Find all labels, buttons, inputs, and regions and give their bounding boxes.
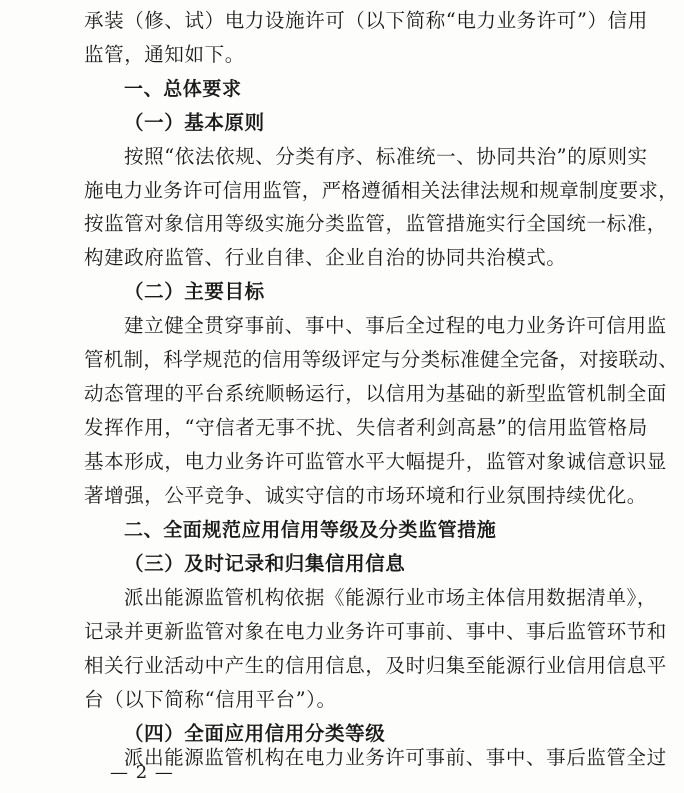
section-heading: 二、全面规范应用信用等级及分类监管措施 <box>124 519 497 541</box>
paragraph-line: 动态管理的平台系统顺畅运行，以信用为基础的新型监管机制全面 <box>84 382 667 405</box>
paragraph-line: 施电力业务许可信用监管，严格遵循相关法律法规和规章制度要求， <box>84 179 679 202</box>
paragraph-line: 台（以下简称“信用平台”）。 <box>84 688 337 711</box>
subsection-heading: （三）及时记录和归集信用信息 <box>124 552 406 575</box>
paragraph-line: 基本形成，电力业务许可监管水平大幅提升，监管对象诚信意识显 <box>84 450 667 473</box>
paragraph-line: 管机制，科学规范的信用等级评定与分类标准健全完备，对接联动、 <box>84 348 679 371</box>
paragraph-line: 相关行业活动中产生的信用信息，及时归集至能源行业信用信息平 <box>84 654 667 677</box>
section-heading: 一、总体要求 <box>124 78 242 100</box>
paragraph-line: 承装（修、试）电力设施许可（以下简称“电力业务许可”）信用 <box>84 9 648 32</box>
paragraph-line: 派出能源监管机构在电力业务许可事前、事中、事后监管全过 <box>124 746 667 769</box>
page-number: — 2 — <box>110 762 174 783</box>
paragraph-line: 派出能源监管机构依据《能源行业市场主体信用数据清单》， <box>124 586 657 609</box>
subsection-heading: （一）基本原则 <box>124 111 265 134</box>
paragraph-line: 按照“依法依规、分类有序、标准统一、协同共治”的原则实 <box>124 145 648 168</box>
paragraph-line: 按监管对象信用等级实施分类监管，监管措施实行全国统一标准， <box>84 212 667 235</box>
paragraph-line: 著增强，公平竞争、诚实守信的市场环境和行业氛围持续优化。 <box>84 484 647 507</box>
subsection-heading: （四）全面应用信用分类等级 <box>124 722 386 745</box>
subsection-heading: （二）主要目标 <box>124 280 265 303</box>
paragraph-line: 发挥作用，“守信者无事不扰、失信者利剑高悬”的信用监管格局 <box>84 416 648 439</box>
paragraph-line: 构建政府监管、行业自律、企业自治的协同共治模式。 <box>84 246 567 269</box>
paragraph-line: 监管，通知如下。 <box>84 43 245 66</box>
paragraph-line: 记录并更新监管对象在电力业务许可事前、事中、事后监管环节和 <box>84 620 667 643</box>
paragraph-line: 建立健全贯穿事前、事中、事后全过程的电力业务许可信用监 <box>124 314 667 337</box>
